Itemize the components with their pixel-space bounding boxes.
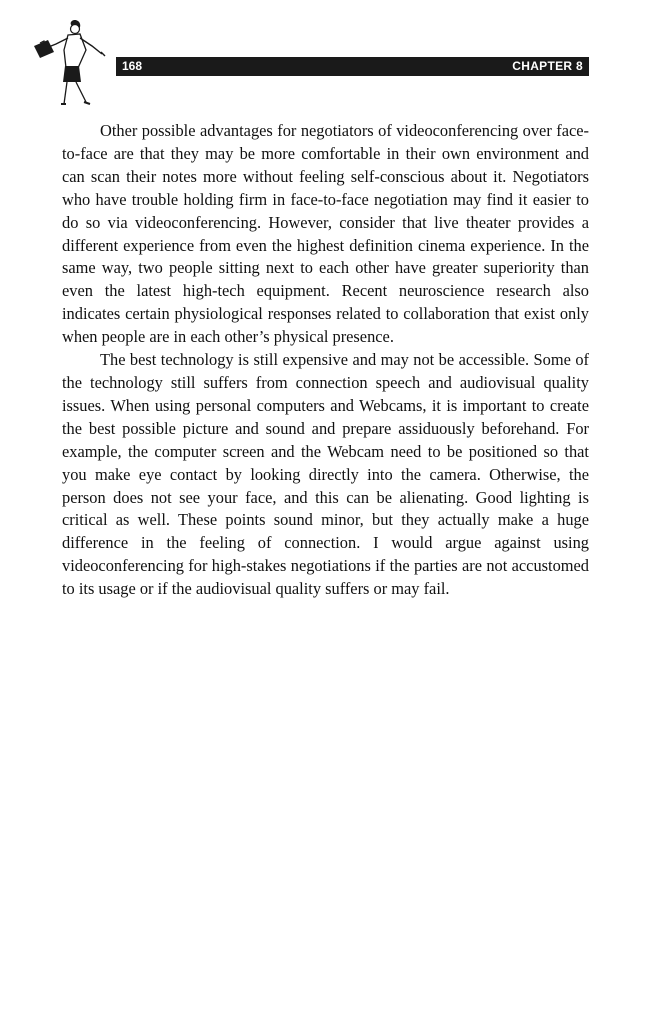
businesswoman-with-briefcase-icon	[28, 18, 108, 110]
chapter-label: CHAPTER 8	[512, 59, 583, 73]
paragraph: Other possible advantages for negotiators of videoconferencing over face-to-face are that they may be more comfortable in their own environment and can scan their notes more without feeling self-conscious about it. Negotiators who have trouble holding firm in face-to-face negotiation may find it easier to do so via videoconferencing. However, consider that live theater provides a different experience from even the highest definition cinema experience. In the same way, two people sitting next to each other have greater superiority than even the latest high-tech equipment. Recent neuroscience research also indicates certain physiological responses related to collaboration that exist only when people are in each other’s physical presence.	[62, 121, 589, 347]
running-header	[116, 57, 589, 76]
page-number: 168	[122, 59, 143, 73]
body-text	[62, 120, 589, 601]
paragraph: The best technology is still expensive and may not be accessible. Some of the technology still suffers from connection speech and audiovisual quality issues. When using personal computers and Webcams, it is important to create the best possible picture and sound and prepare assiduously beforehand. For example, the computer screen and the Webcam need to be positioned so that you make eye contact by looking directly into the camera. Otherwise, the person does not see your face, and this can be alienating. Good lighting is critical as well. These points sound minor, but they actually make a huge difference in the feeling of connection. I would argue against using videoconferencing for high-stakes negotiations if the parties are not accustomed to its usage or if the audiovisual quality suffers or may fail.	[62, 350, 589, 599]
